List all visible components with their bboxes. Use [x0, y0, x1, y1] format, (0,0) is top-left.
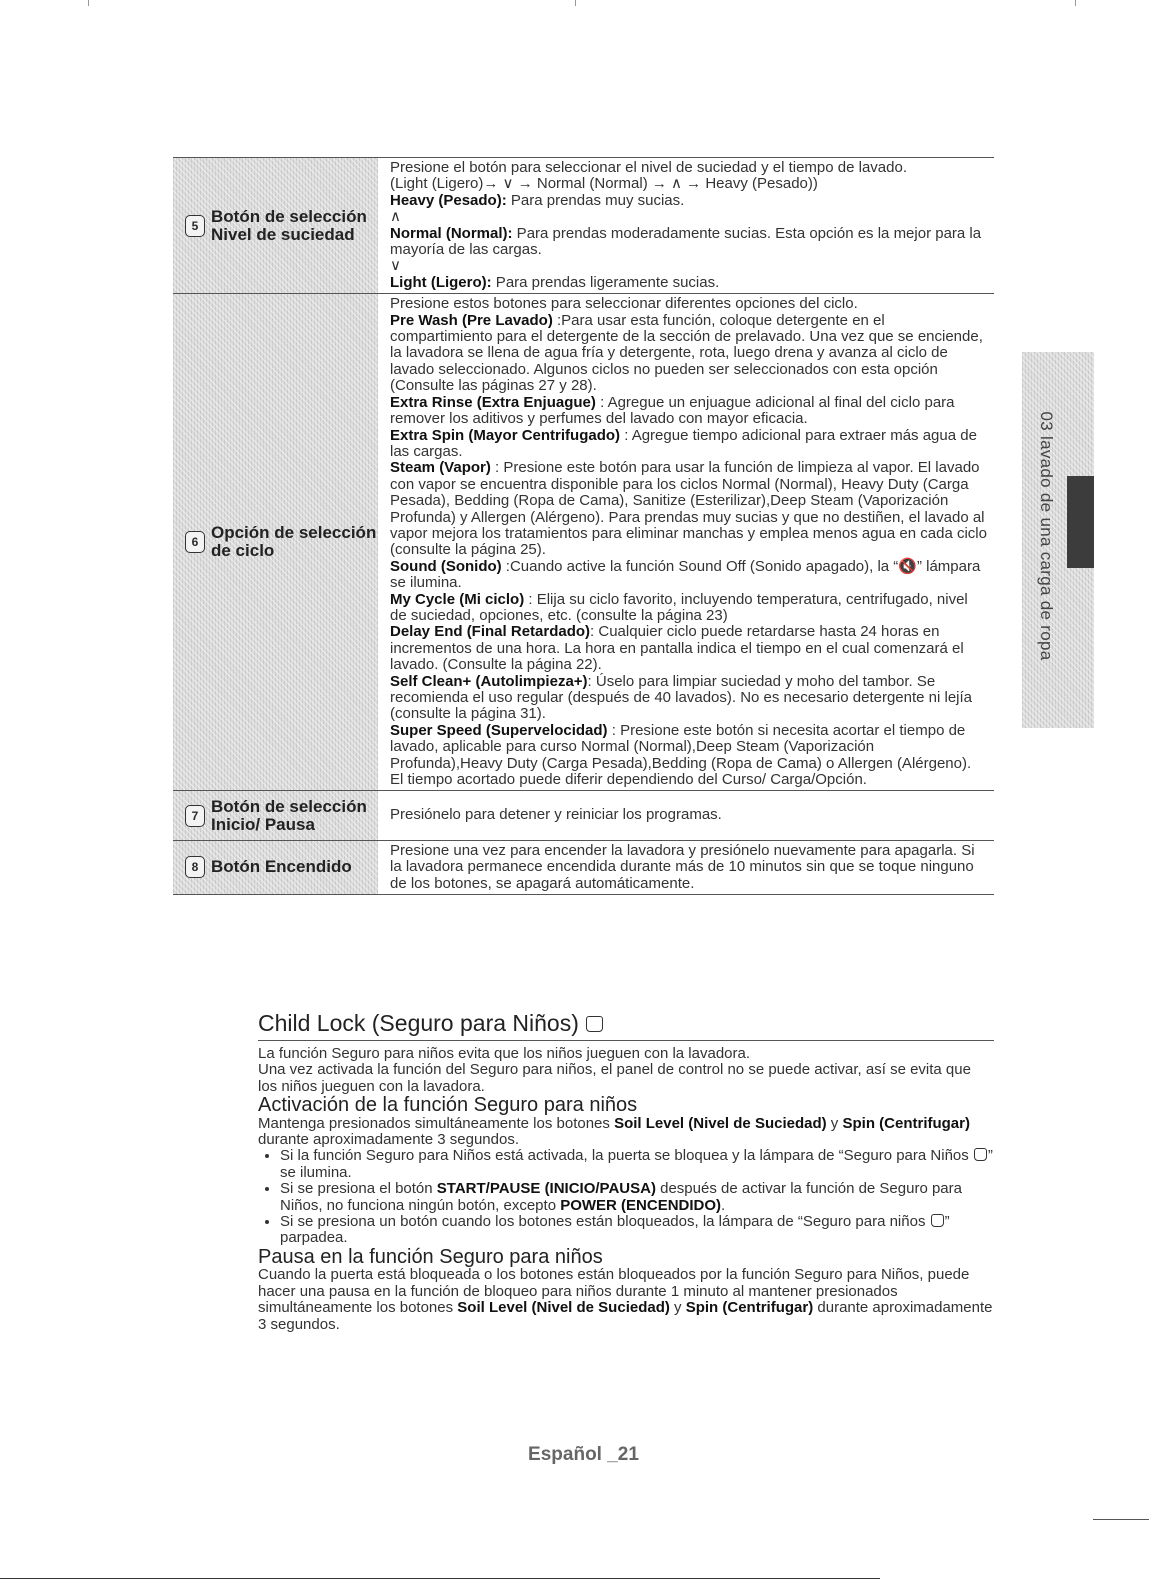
divider — [0, 1578, 880, 1579]
description-line: Sound (Sonido) :Cuando active la función Sound Off (Sonido apagado), la “🔇” lámpara se ilumina. — [390, 557, 981, 592]
controls-table — [173, 157, 994, 895]
row-description — [378, 791, 994, 839]
row-description — [378, 294, 994, 790]
description-line: Steam (Vapor) : Presione este botón para usar la función de limpieza al vapor. El lavado con vapor se encuentra disponible para los ciclos Normal (Normal), Heavy Duty (Carga Pesada), Bedding (Ropa de Cama), Sanitize (Esterilizar),Deep Steam (Vaporización Profunda) y Allergen (Alérgeno). Para prendas muy sucias y que no destiñen, el lavado al vapor mejora los tratamientos para eliminar manchas y emplea menos agua en cada ciclo (consulte la página 25). — [390, 459, 987, 559]
description-line: ∧ — [390, 208, 401, 226]
activation-paragraph: Mantenga presionados simultáneamente los botones Soil Level (Nivel de Suciedad) y Spin (Centrifugar) durante aproximadamente 3 segundos. — [258, 1114, 970, 1149]
description-line: (Light (Ligero)→ ∨ → Normal (Normal) → ∧ → Heavy (Pesado)) — [390, 175, 818, 193]
description-line: Extra Rinse (Extra Enjuague) : Agregue un enjuague adicional al final del ciclo para remover los aditivos y perfumes del lavado con mayor eficacia. — [390, 393, 955, 428]
row-label-cell — [173, 841, 378, 894]
pause-paragraph: Cuando la puerta está bloqueada o los botones están bloqueados por la función Seguro para Niños, puede hacer una pausa en la función de bloqueo para niños durante 1 minuto al mantener presionados simultáneamente los botones Soil Level (Nivel de Suciedad) y Spin (Centrifugar) durante aproximadamente 3 segundos. — [258, 1266, 993, 1333]
child-lock-icon — [586, 1016, 603, 1032]
chapter-tab-marker — [1067, 476, 1094, 568]
table-row — [173, 294, 994, 791]
description-line: Presione estos botones para seleccionar diferentes opciones del ciclo. — [390, 295, 858, 313]
description-line: ∨ — [390, 257, 401, 275]
child-lock-intro-2: Una vez activada la función del Seguro para niños, el panel de control no se puede activar, así se evita que los niños jueguen con la lavadora. — [258, 1061, 971, 1095]
activation-heading: Activación de la función Seguro para niños — [258, 1094, 638, 1117]
divider — [1093, 1519, 1149, 1520]
description-line: Light (Ligero): Para prendas ligeramente sucias. — [390, 273, 720, 291]
child-lock-title: Child Lock (Seguro para Niños) — [258, 1010, 994, 1041]
row-description — [378, 158, 994, 293]
child-lock-icon — [974, 1148, 987, 1161]
item-number-badge: 5 — [185, 215, 205, 237]
child-lock-section — [258, 1046, 994, 1333]
description-line: Pre Wash (Pre Lavado) :Para usar esta función, coloque detergente en el compartimiento para el detergente de la sección de prelavado. Una vez que se enciende, la lavadora se llena de agua fría y detergente, rota, luego drena y avanza al ciclo de lavado seleccionado. Algunos ciclos no pueden ser seleccionados con esta opción (Consulte las páginas 27 y 28). — [390, 311, 983, 395]
crop-mark — [88, 0, 89, 6]
table-row — [173, 841, 994, 895]
child-lock-intro-1: La función Seguro para niños evita que los niños jueguen con la lavadora. — [258, 1045, 751, 1062]
description-line: Heavy (Pesado): Para prendas muy sucias. — [390, 191, 685, 209]
description-line: Extra Spin (Mayor Centrifugado) : Agregue tiempo adicional para extraer más agua de las cargas. — [390, 426, 977, 460]
item-number-badge: 6 — [185, 531, 205, 553]
page-number: Español _21 — [528, 1444, 639, 1465]
description-line: Super Speed (Supervelocidad) : Presione este botón si necesita acortar el tiempo de lavado, aplicable para curso Normal (Normal),Deep Steam (Vaporización Profunda),Heavy Duty (Carga Pesada),Bedding (Ropa de Cama) o Allergen (Alérgeno). El tiempo acortado puede diferir dependiendo del Curso/ Carga/Opción. — [390, 721, 972, 789]
table-row — [173, 157, 994, 294]
item-number-badge: 8 — [185, 856, 205, 878]
list-item: • Si se presiona el botón START/PAUSE (INICIO/PAUSA) después de activar la función de Seguro para Niños, no funciona ningún botón, excepto POWER (ENCENDIDO). — [280, 1181, 994, 1214]
description-line: Presiónelo para detener y reiniciar los programas. — [390, 806, 722, 824]
crop-mark — [1075, 0, 1076, 6]
row-label-cell — [173, 294, 378, 790]
description-line: My Cycle (Mi ciclo) : Elija su ciclo favorito, incluyendo temperatura, centrifugado, nivel de suciedad, opciones, etc. (consulte la página 23) — [390, 590, 968, 624]
activation-bullets — [258, 1148, 994, 1246]
list-item: • Si la función Seguro para Niños está activada, la puerta se bloquea y la lámpara de “Seguro para Niños ” se ilumina. — [280, 1148, 994, 1181]
description-line: Self Clean+ (Autolimpieza+): Úselo para limpiar suciedad y moho del tambor. Se recomienda el uso regular (después de 40 lavados). No es necesario detergente ni lejía (consulte la página 31). — [390, 672, 973, 723]
list-item: • Si se presiona un botón cuando los botones están bloqueados, la lámpara de “Seguro para niños ” parpadea. — [280, 1214, 994, 1247]
description-line: Normal (Normal): Para prendas moderadamente sucias. Esta opción es la mejor para la mayoría de las cargas. — [390, 224, 982, 259]
row-label-cell — [173, 158, 378, 293]
row-label: Botón de selección Inicio/ Pausa — [211, 796, 367, 834]
description-line: Presione una vez para encender la lavadora y presiónelo nuevamente para apagarla. Si la lavadora permanece encendida durante más de 10 minutos sin que se toque ninguno de los botones, se apagará automáticamente. — [390, 841, 975, 892]
description-line: Delay End (Final Retardado): Cualquier ciclo puede retardarse hasta 24 horas en incrementos de una hora. La hora en pantalla indica el tiempo en el cual comenzará el lavado. (Consulte la página 22). — [390, 623, 964, 674]
row-description — [378, 841, 994, 894]
row-label: Opción de selección de ciclo — [211, 523, 377, 561]
pause-heading: Pausa en la función Seguro para niños — [258, 1245, 603, 1268]
crop-mark — [575, 0, 576, 6]
chapter-tab-label: 03 lavado de una carga de ropa — [1037, 411, 1056, 661]
child-lock-icon — [931, 1214, 944, 1227]
row-label: Botón de selección Nivel de suciedad — [211, 206, 367, 244]
item-number-badge: 7 — [185, 805, 205, 827]
row-label-cell — [173, 791, 378, 839]
table-row — [173, 791, 994, 840]
description-line: Presione el botón para seleccionar el nivel de suciedad y el tiempo de lavado. — [390, 159, 907, 176]
row-label: Botón Encendido — [211, 857, 352, 877]
